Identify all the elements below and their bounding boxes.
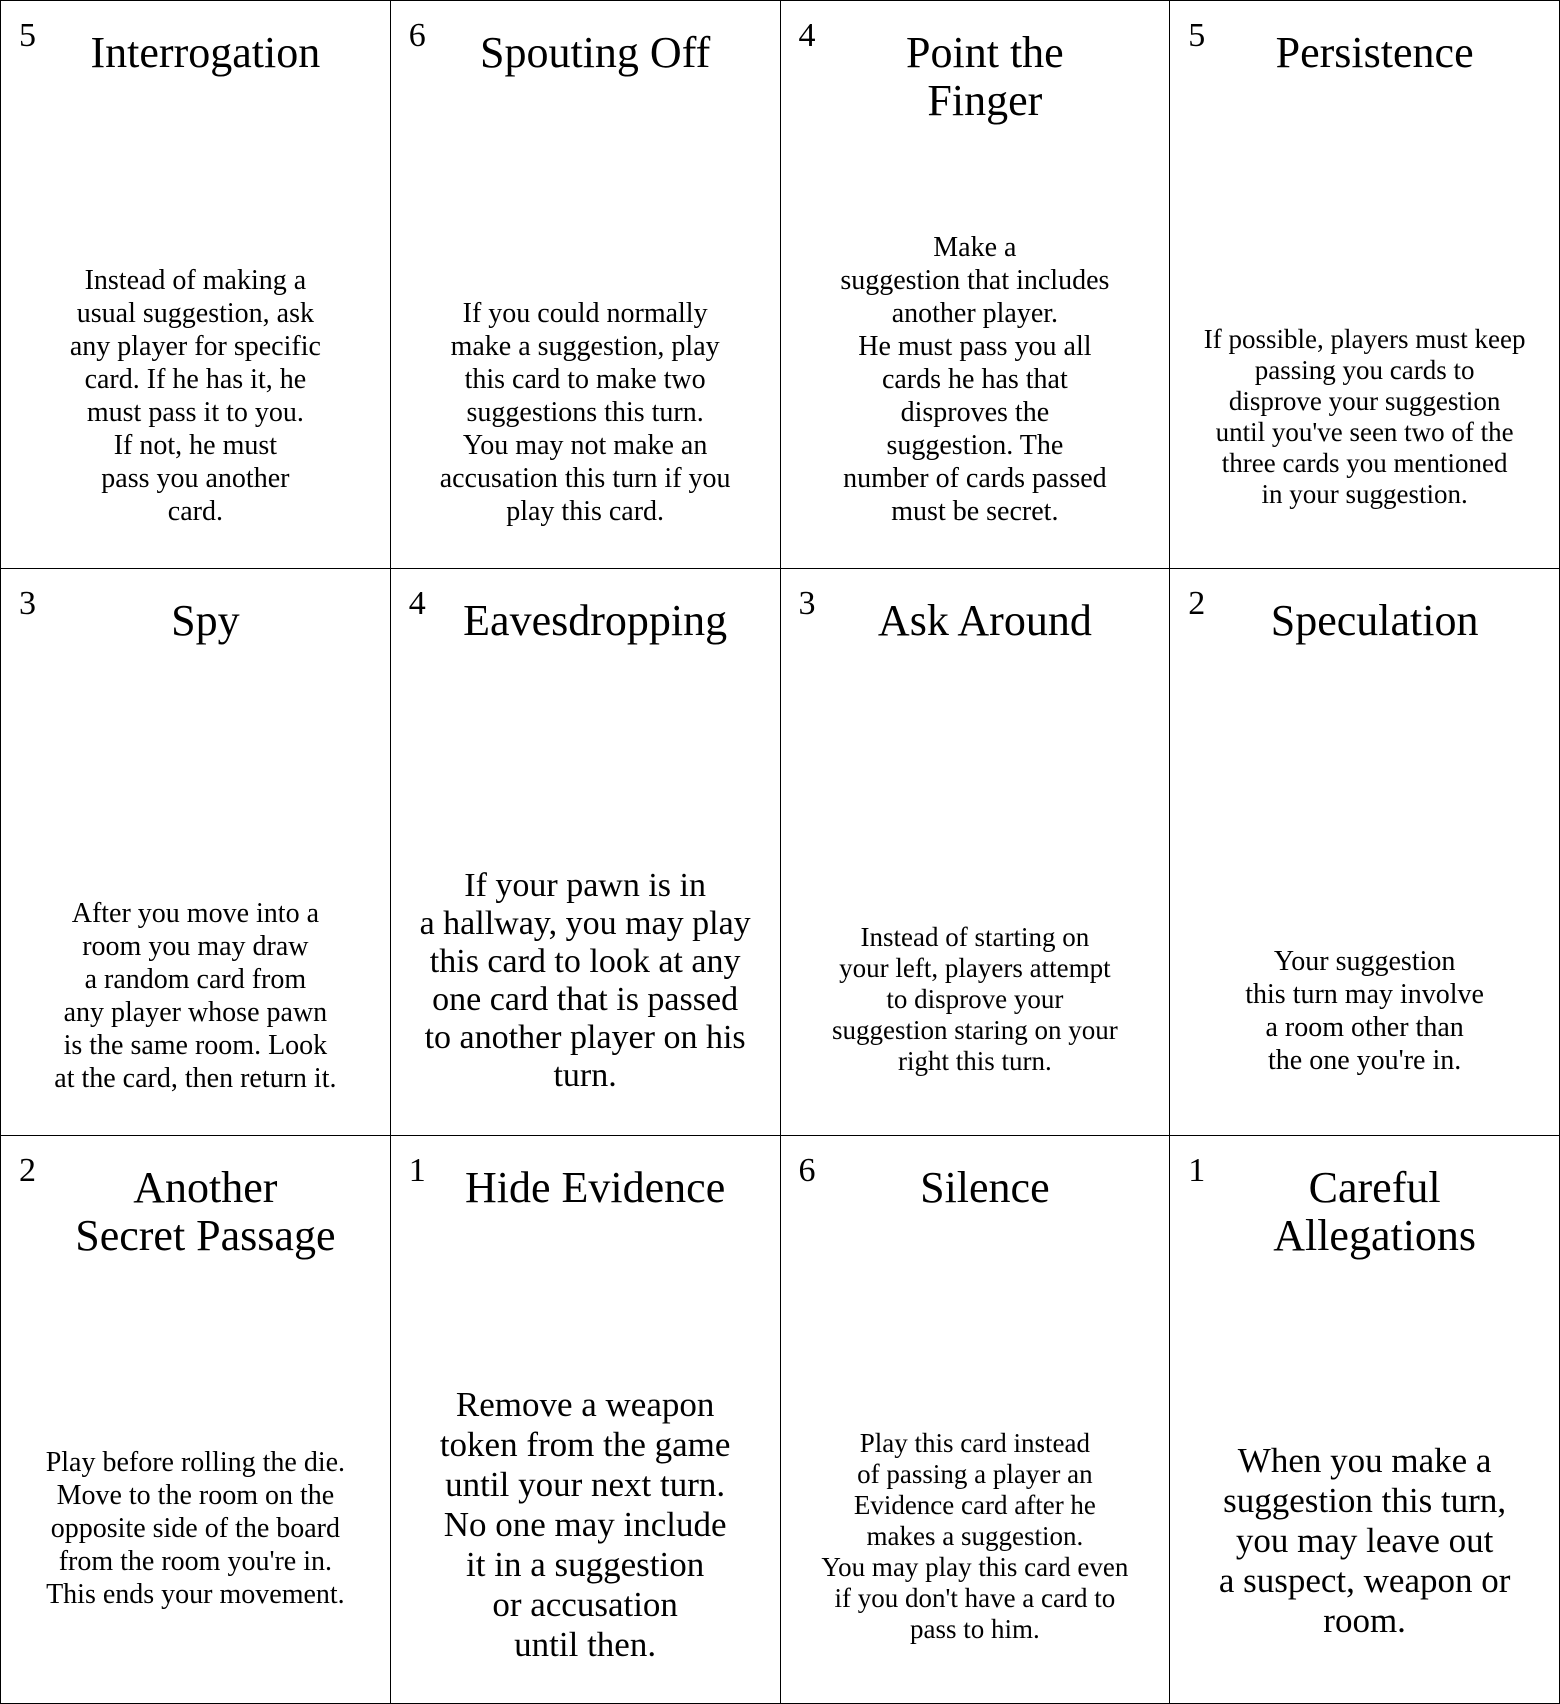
card-count: 1 [1188,1152,1206,1190]
card-text: Remove a weapon token from the game until your next turn. No one may include it in a suggestion or accusation until then. [439,1385,731,1664]
card-ask-around[interactable] [781,569,1171,1137]
card-count: 5 [1188,17,1206,54]
card-title: Point the Finger [906,28,1064,125]
card-text: When you make a suggestion this turn, you may leave out a suspect, weapon or room. [1218,1441,1511,1640]
card-title: Silence [920,1163,1050,1213]
card-speculation[interactable] [1170,569,1560,1137]
card-spy[interactable] [1,569,391,1137]
card-count: 5 [19,17,36,54]
card-title: Another Secret Passage [75,1163,336,1261]
card-careful-allegations[interactable] [1170,1136,1560,1704]
card-title: Speculation [1270,595,1479,645]
card-count: 2 [19,1152,36,1190]
card-title: Careful Allegations [1273,1163,1477,1261]
card-text: Instead of making a usual suggestion, ask any player for specific card. If he has it, he must pass it to you. If not, he must pass you another card. [69,264,321,527]
card-text: If you could normally make a suggestion, play this card to make two suggestions this turn. You may not make an accusation this turn if you play this card. [439,297,731,527]
card-hide-evidence[interactable] [391,1136,781,1704]
card-count: 4 [798,17,816,54]
card-text: Make a suggestion that includes another player. He must pass you all cards he has that disproves the suggestion. The number of cards passed must be secret. [840,231,1110,527]
card-persistence[interactable] [1170,1,1560,569]
card-count: 1 [408,1152,426,1190]
card-eavesdropping[interactable] [391,569,781,1137]
card-text: If possible, players must keep passing you cards to disprove your suggestion until you've seen two of the three cards you mentioned in your suggestion. [1203,323,1526,509]
card-count: 4 [408,584,426,622]
card-text: Play this card instead of passing a player an Evidence card after he makes a suggestion. You may play this card even if you don't have a card to pass to him. [821,1428,1129,1644]
card-text: Your suggestion this turn may involve a room other than the one you're in. [1245,946,1484,1077]
card-silence[interactable] [781,1136,1171,1704]
card-interrogation[interactable] [1,1,391,569]
card-title: Spy [171,595,240,645]
card-text: Instead of starting on your left, players attempt to disprove your suggestion staring on your right this turn. [832,922,1118,1077]
card-count: 6 [798,1152,816,1190]
card-point-the-finger[interactable] [781,1,1171,569]
card-count: 3 [19,584,36,622]
card-count: 2 [1188,584,1206,622]
card-text: Play before rolling the die. Move to the room on the opposite side of the board from the room you're in. This ends your movement. [45,1447,346,1610]
card-title: Spouting Off [480,28,711,77]
card-another-secret-passage[interactable] [1,1136,391,1704]
card-spouting-off[interactable] [391,1,781,569]
card-title: Interrogation [90,28,321,77]
card-title: Persistence [1275,28,1474,77]
card-count: 6 [408,17,426,54]
card-text: If your pawn is in a hallway, you may play this card to look at any one card that is passed to another player on his turn. [419,867,751,1095]
card-text: After you move into a room you may draw a random card from any player whose pawn is the same room. Look at the card, then return it. [54,898,337,1095]
card-count: 3 [798,584,816,622]
card-title: Ask Around [877,595,1092,645]
card-title: Eavesdropping [463,595,728,645]
card-title: Hide Evidence [465,1163,726,1213]
